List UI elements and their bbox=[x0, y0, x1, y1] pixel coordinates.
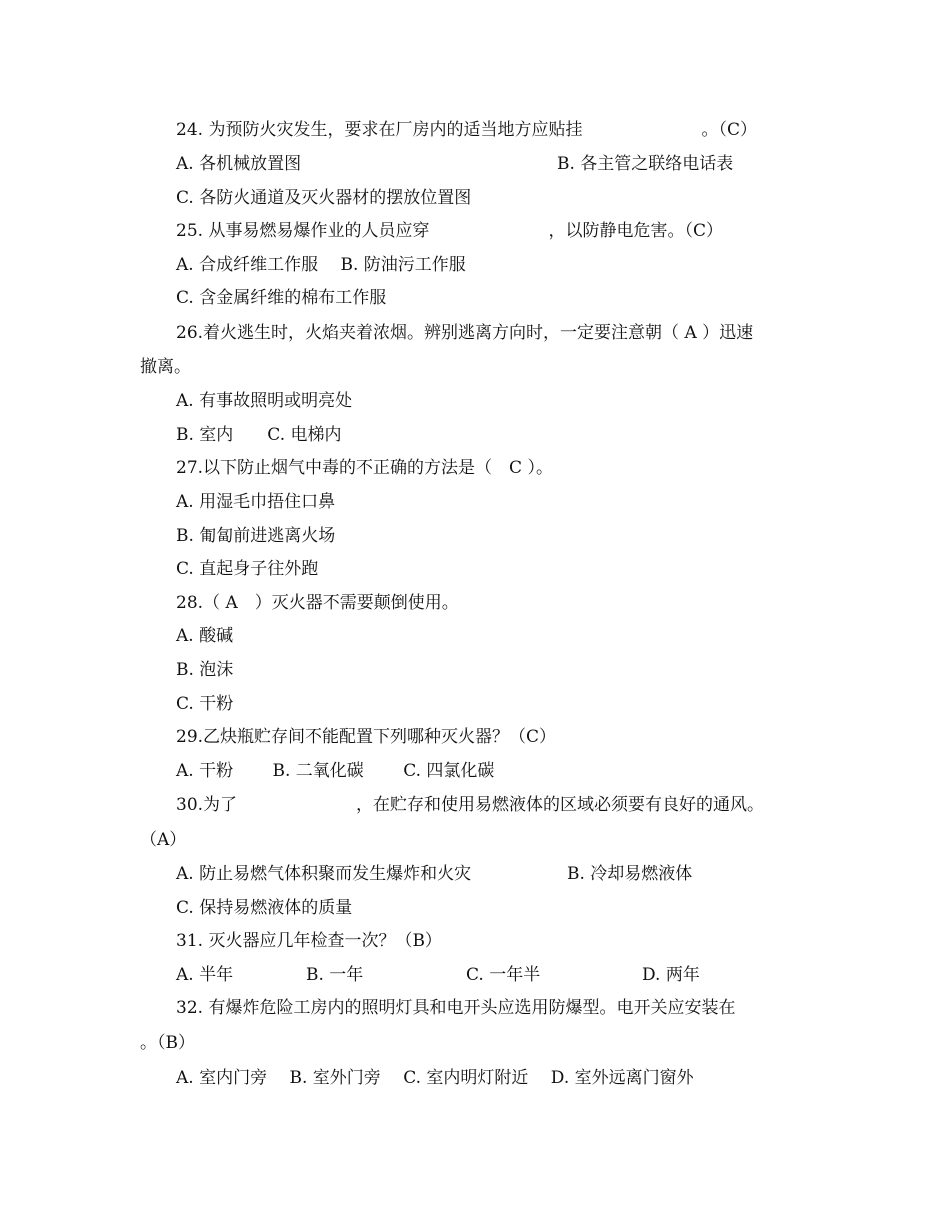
q31-option-d: D. 两年 bbox=[642, 965, 700, 985]
q25-stem: 25. 从事易燃易爆作业的人员应穿 ，以防静电危害。（C） bbox=[176, 221, 723, 241]
q25-option-c: C. 含金属纤维的棉布工作服 bbox=[176, 288, 387, 308]
q26-stem-line2: 撤离。 bbox=[140, 357, 191, 377]
q27-stem: 27.以下防止烟气中毒的不正确的方法是（ C ）。 bbox=[176, 458, 553, 478]
q25-options-ab: A. 合成纤维工作服 B. 防油污工作服 bbox=[176, 255, 466, 275]
q24-option-b: B. 各主管之联络电话表 bbox=[557, 154, 734, 174]
q32-stem-line2: 。（B） bbox=[140, 1033, 195, 1053]
q26-stem-line1: 26.着火逃生时，火焰夹着浓烟。辨别逃离方向时，一定要注意朝（ A ）迅速 bbox=[176, 323, 754, 343]
q31-option-a: A. 半年 bbox=[176, 965, 234, 985]
q31-stem: 31. 灭火器应几年检查一次？（B） bbox=[176, 931, 442, 951]
q28-option-a: A. 酸碱 bbox=[176, 626, 234, 646]
q31-option-b: B. 一年 bbox=[306, 965, 364, 985]
q24-option-c: C. 各防火通道及灭火器材的摆放位置图 bbox=[176, 188, 472, 208]
q30-stem-line1: 30.为了 ，在贮存和使用易燃液体的区域必须要有良好的通风。 bbox=[176, 795, 765, 815]
q27-option-a: A. 用湿毛巾捂住口鼻 bbox=[176, 492, 336, 512]
q29-options: A. 干粉 B. 二氧化碳 C. 四氯化碳 bbox=[176, 761, 495, 781]
q30-stem-line2: （A） bbox=[140, 830, 187, 850]
q26-option-a: A. 有事故照明或明亮处 bbox=[176, 391, 353, 411]
q27-option-b: B. 匍匐前进逃离火场 bbox=[176, 526, 336, 546]
q28-option-c: C. 干粉 bbox=[176, 694, 234, 714]
q30-option-b: B. 冷却易燃液体 bbox=[567, 864, 693, 884]
q24-stem: 24. 为预防火灾发生，要求在厂房内的适当地方应贴挂 。（C） bbox=[176, 120, 757, 140]
q24-option-a: A. 各机械放置图 bbox=[176, 154, 302, 174]
q30-option-c: C. 保持易燃液体的质量 bbox=[176, 898, 353, 918]
q30-option-a: A. 防止易燃气体积聚而发生爆炸和火灾 bbox=[176, 864, 472, 884]
q28-stem: 28.（ A ）灭火器不需要颠倒使用。 bbox=[176, 593, 459, 613]
q32-stem-line1: 32. 有爆炸危险工房内的照明灯具和电开头应选用防爆型。电开关应安装在 bbox=[176, 998, 736, 1018]
q27-option-c: C. 直起身子往外跑 bbox=[176, 559, 319, 579]
q29-stem: 29.乙炔瓶贮存间不能配置下列哪种灭火器？（C） bbox=[176, 727, 557, 747]
q32-options: A. 室内门旁 B. 室外门旁 C. 室内明灯附近 D. 室外远离门窗外 bbox=[176, 1068, 694, 1088]
q31-option-c: C. 一年半 bbox=[466, 965, 541, 985]
q28-option-b: B. 泡沫 bbox=[176, 660, 234, 680]
q26-options-bc: B. 室内 C. 电梯内 bbox=[176, 425, 342, 445]
